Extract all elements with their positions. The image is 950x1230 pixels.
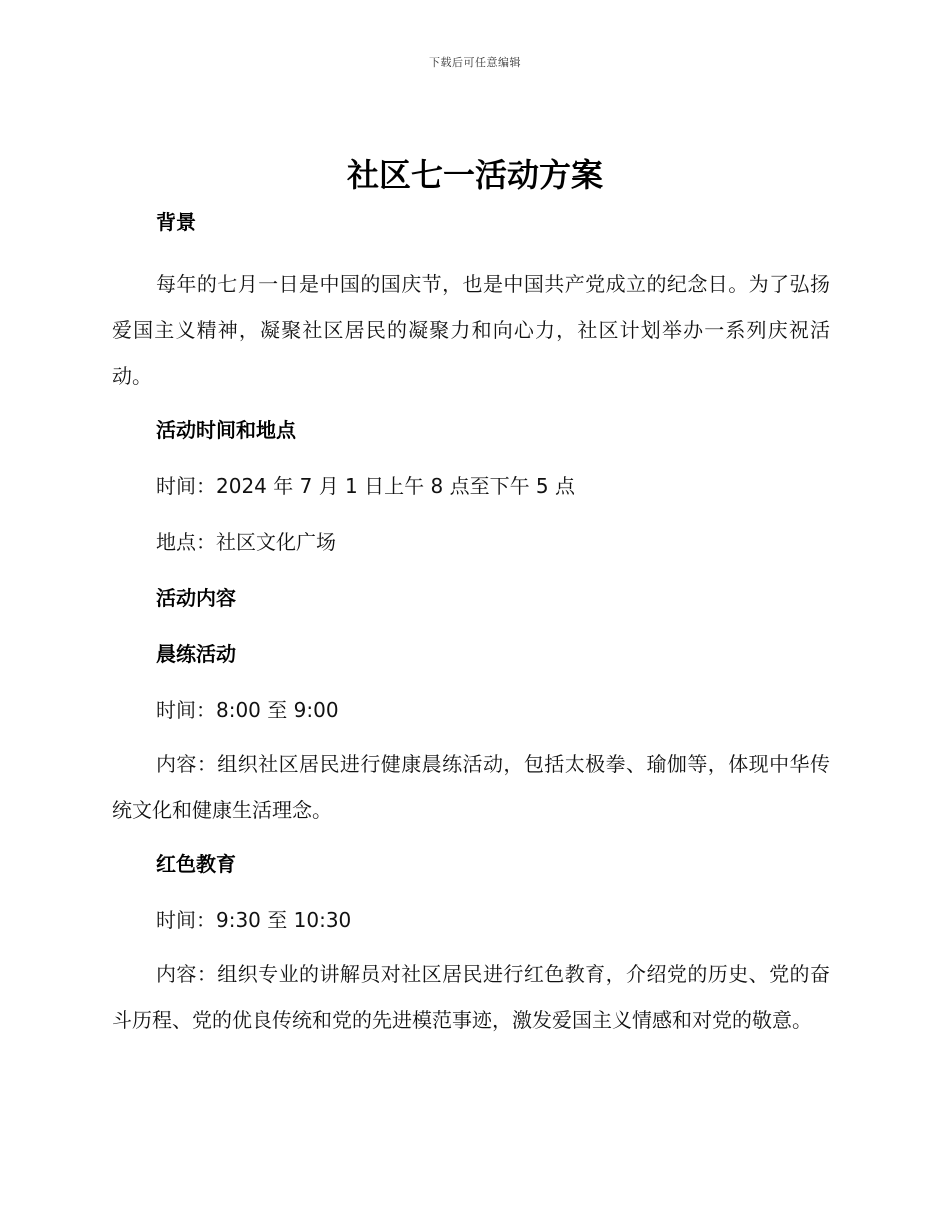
document-title: 社区七一活动方案 [346,156,603,194]
red-education-paragraph: 内容：组织专业的讲解员对社区居民进行红色教育，介绍党的历史、党的奋斗历程、党的优良传统和党的先进模范事迹，激发爱国主义情感和对党的敬意。 [112,962,830,1032]
event-time-line: 时间：2024 年 7 月 1 日上午 8 点至下午 5 点 [156,474,576,498]
background-paragraph: 每年的七月一日是中国的国庆节，也是中国共产党成立的纪念日。为了弘扬爱国主义精神，凝聚社区居民的凝聚力和向心力，社区计划举办一系列庆祝活动。 [112,272,830,388]
morning-exercise-paragraph: 内容：组织社区居民进行健康晨练活动，包括太极拳、瑜伽等，体现中华传统文化和健康生活理念。 [112,752,830,822]
red-education-time: 时间：9:30 至 10:30 [156,908,352,932]
document-body [112,205,830,1043]
section-heading-time-place: 活动时间和地点 [156,418,296,442]
section-heading-content: 活动内容 [156,586,236,610]
section-heading-background: 背景 [156,210,196,234]
morning-exercise-time: 时间：8:00 至 9:00 [156,698,339,722]
event-place-line: 地点：社区文化广场 [156,530,336,554]
page-header-note: 下载后可任意编辑 [429,56,521,69]
subsection-heading-morning-exercise: 晨练活动 [156,642,236,666]
subsection-heading-red-education: 红色教育 [156,852,236,876]
